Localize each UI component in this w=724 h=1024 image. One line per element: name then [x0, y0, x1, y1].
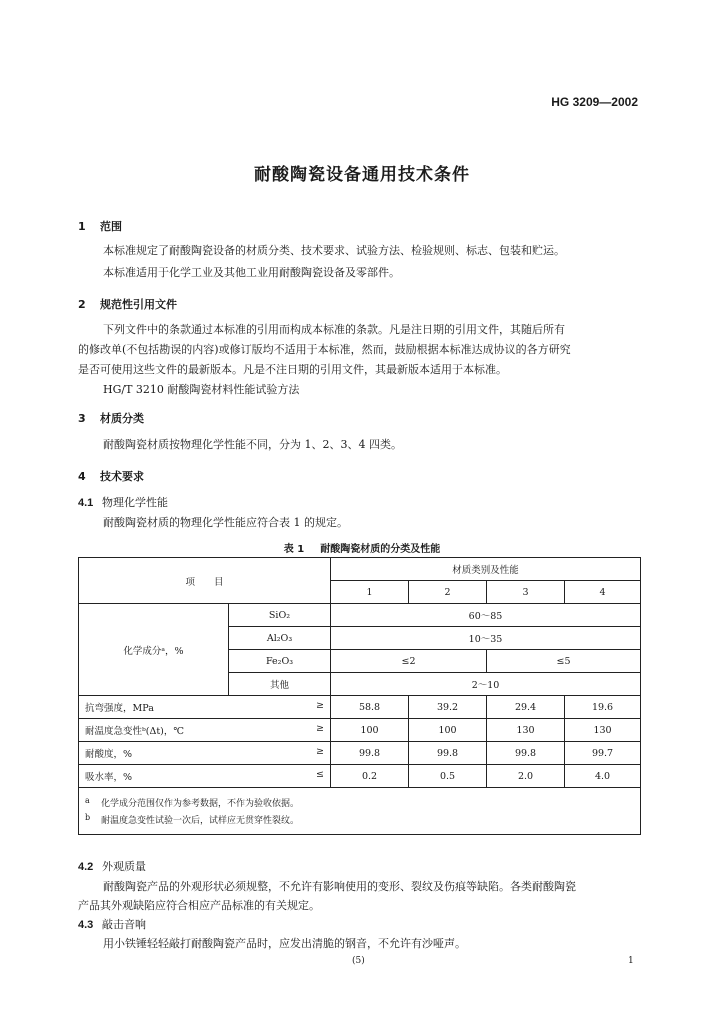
material-properties-table: [78, 557, 641, 835]
section-4-2-para-line-2: 产品其外观缺陷应符合相应产品标准的有关规定。: [78, 899, 320, 912]
table-row: [79, 696, 641, 719]
table-cell: 29.4: [487, 696, 565, 719]
sio2-value: 60～85: [331, 604, 641, 627]
section-3-heading: 3 材质分类: [78, 412, 144, 425]
page-number-center: (5): [352, 956, 365, 966]
table-cell: 39.2: [409, 696, 487, 719]
table-note: b 耐温度急变性试验一次后，试样应无贯穿性裂纹。: [85, 813, 300, 826]
section-1-para-1: 本标准规定了耐酸陶瓷设备的材质分类、技术要求、试验方法、检验规则、标志、包装和贮运。: [103, 244, 565, 257]
chem-composition-label: 化学成分ᵃ，%: [79, 604, 229, 696]
row-label: 耐酸度，% ≥: [79, 742, 331, 765]
table-cell: 58.8: [331, 696, 409, 719]
section-4-1-para: 耐酸陶瓷材质的物理化学性能应符合表 1 的规定。: [103, 516, 348, 529]
comparison-symbol: ≥: [316, 723, 325, 734]
section-1-para-2: 本标准适用于化学工业及其他工业用耐酸陶瓷设备及零部件。: [103, 266, 400, 279]
table-cell: 19.6: [565, 696, 641, 719]
table-note: a 化学成分范围仅作为参考数据，不作为验收依据。: [85, 796, 300, 809]
table-cell: 99.8: [409, 742, 487, 765]
section-4-3-heading: 4.3 敲击音响: [78, 918, 146, 931]
section-2-para-line-1: 下列文件中的条款通过本标准的引用而构成本标准的条款。凡是注日期的引用文件，其随后所有: [103, 323, 565, 336]
page-number-right: 1: [628, 956, 634, 966]
fe2o3-value-class-3-4: ≤5: [487, 650, 641, 673]
section-4-heading: 4 技术要求: [78, 470, 144, 483]
al2o3-value: 10～35: [331, 627, 641, 650]
other-label: 其他: [229, 673, 331, 696]
section-2-heading: 2 规范性引用文件: [78, 298, 177, 311]
table-cell: 2.0: [487, 765, 565, 788]
section-4-3-para: 用小铁锤轻轻敲打耐酸陶瓷产品时，应发出清脆的钢音，不允许有沙哑声。: [103, 937, 466, 950]
fe2o3-label: Fe₂O₃: [229, 650, 331, 673]
table-cell: 99.8: [487, 742, 565, 765]
fe2o3-value-class-1-2: ≤2: [331, 650, 487, 673]
table-caption: 表 1 耐酸陶瓷材质的分类及性能: [283, 544, 441, 555]
section-2-para-line-2: 的修改单(不包括勘误的内容)或修订版均不适用于本标准，然而，鼓励根据本标准达成协议的各方研究: [78, 343, 571, 356]
al2o3-label: Al₂O₃: [229, 627, 331, 650]
table-cell: 0.5: [409, 765, 487, 788]
section-4-1-heading: 4.1 物理化学性能: [78, 496, 168, 509]
table-row-sio2: [79, 604, 641, 627]
table-cell: 100: [331, 719, 409, 742]
section-3-para: 耐酸陶瓷材质按物理化学性能不同，分为 1、2、3、4 四类。: [103, 438, 402, 451]
section-4-2-heading: 4.2 外观质量: [78, 860, 146, 873]
standard-code: HG 3209—2002: [551, 95, 638, 109]
table-notes-row: [79, 788, 641, 835]
table-cell: 130: [565, 719, 641, 742]
table-cell: 99.7: [565, 742, 641, 765]
row-label: 耐温度急变性ᵇ(Δt)，℃ ≥: [79, 719, 331, 742]
section-2-reference: HG/T 3210 耐酸陶瓷材料性能试验方法: [103, 383, 300, 396]
table-row: [79, 742, 641, 765]
row-label: 吸水率，% ≤: [79, 765, 331, 788]
header-item: 项 目: [79, 558, 331, 604]
comparison-symbol: ≥: [316, 746, 325, 757]
table-row: [79, 719, 641, 742]
header-group: 材质类别及性能: [331, 558, 641, 581]
document-title: 耐酸陶瓷设备通用技术条件: [254, 165, 470, 185]
section-2-para-line-3: 是否可使用这些文件的最新版本。凡是不注日期的引用文件，其最新版本适用于本标准。: [78, 363, 507, 376]
class-2: 2: [409, 581, 487, 604]
section-4-2-para-line-1: 耐酸陶瓷产品的外观形状必须规整，不允许有影响使用的变形、裂纹及伤痕等缺陷。各类耐酸陶瓷: [103, 880, 576, 893]
table-notes: [79, 788, 641, 835]
table-cell: 100: [409, 719, 487, 742]
table-row: [79, 765, 641, 788]
class-1: 1: [331, 581, 409, 604]
table-cell: 130: [487, 719, 565, 742]
table-cell: 0.2: [331, 765, 409, 788]
section-1-heading: 1 范围: [78, 220, 122, 233]
comparison-symbol: ≥: [316, 700, 325, 711]
table-cell: 4.0: [565, 765, 641, 788]
row-label: 抗弯强度，MPa ≥: [79, 696, 331, 719]
other-value: 2～10: [331, 673, 641, 696]
class-4: 4: [565, 581, 641, 604]
class-3: 3: [487, 581, 565, 604]
comparison-symbol: ≤: [316, 769, 325, 780]
sio2-label: SiO₂: [229, 604, 331, 627]
table-header-row: [79, 558, 641, 581]
table-cell: 99.8: [331, 742, 409, 765]
